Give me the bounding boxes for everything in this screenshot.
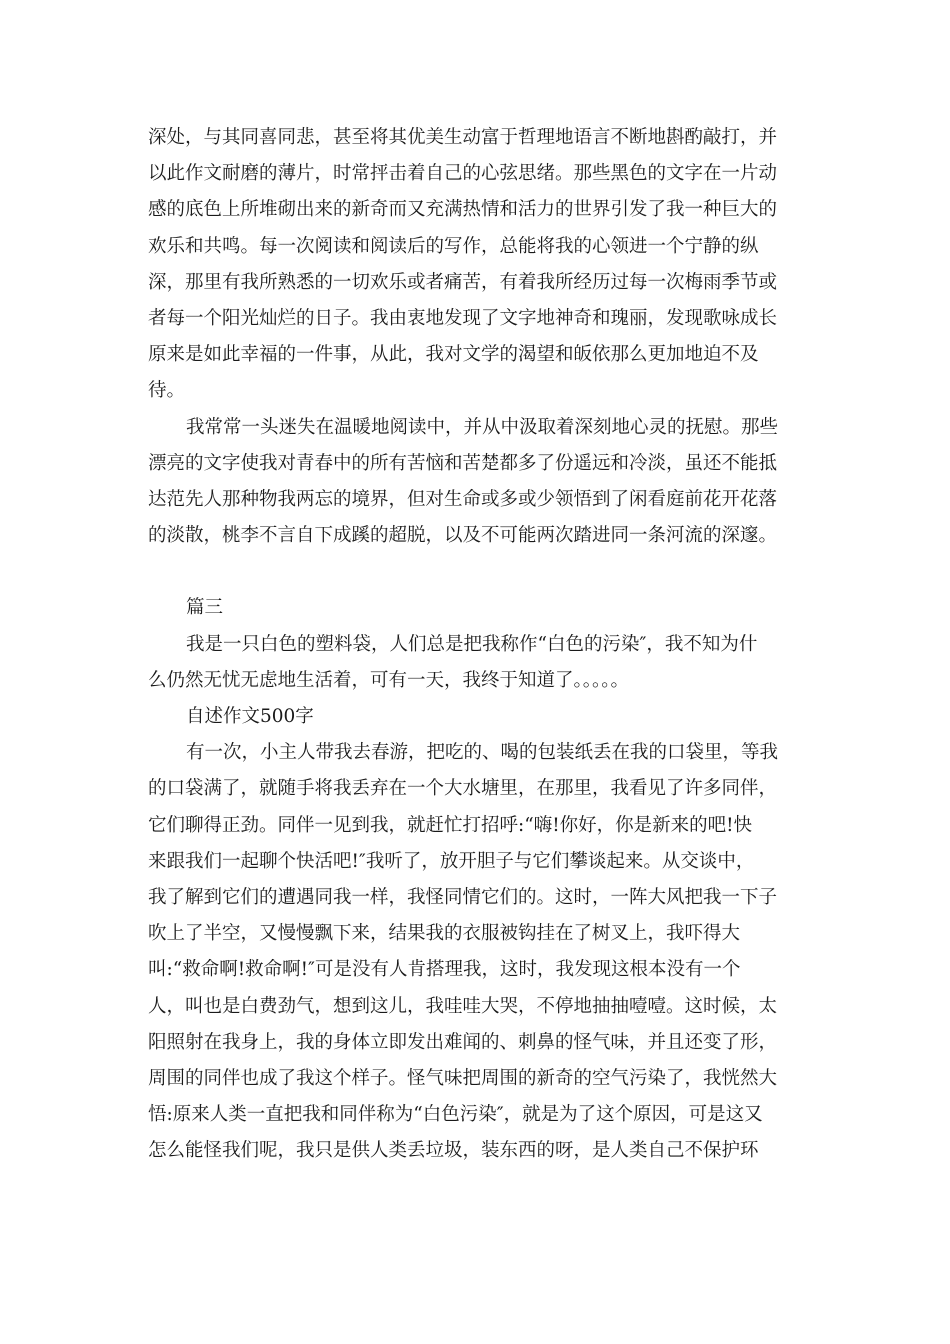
text-line: 深，那里有我所熟悉的一切欢乐或者痛苦，有着我所经历过每一次梅雨季节或 [148,271,778,293]
text-line: 待。 [148,380,186,402]
text-line: 来跟我们一起聊个快活吧!″我听了，放开胆子与它们攀谈起来。从交谈中， [148,850,755,872]
text-line: 有一次，小主人带我去春游，把吃的、喝的包装纸丢在我的口袋里，等我 [186,742,779,764]
paragraph-4 [148,735,804,1169]
text-line: 的口袋满了，就随手将我丢弃在一个大水塘里，在那里，我看见了许多同伴， [148,778,778,800]
text-line: 周围的同伴也成了我这个样子。怪气味把周围的新奇的空气污染了，我恍然大 [148,1067,778,1089]
text-line: 感的底色上所堆砌出来的新奇而又充满热情和活力的世界引发了我一种巨大的 [148,199,778,221]
text-line: 以此作文耐磨的薄片，时常抨击着自己的心弦思绪。那些黑色的文字在一片动 [148,163,778,185]
text-line: 么仍然无忧无虑地生活着，可有一天，我终于知道了。。。。。 [148,669,630,691]
text-line: 人，叫也是白费劲气，想到这儿，我哇哇大哭，不停地抽抽噎噎。这时候，太 [148,995,778,1017]
text-line: 吹上了半空，又慢慢飘下来，结果我的衣服被钩挂在了树叉上，我吓得大 [148,923,741,945]
text-line: 悟:原来人类一直把我和同伴称为“白色污染″，就是为了这个原因，可是这又 [148,1104,763,1126]
section-spacer [148,554,804,590]
text-line: 叫:“救命啊!救命啊!″可是没有人肯搭理我，这时，我发现这根本没有一个 [148,959,741,981]
text-line: 我是一只白色的塑料袋，人们总是把我称作“白色的污染″，我不知为什 [186,633,758,655]
text-line: 深处，与其同喜同悲，甚至将其优美生动富于哲理地语言不断地斟酌敲打，并 [148,127,778,148]
paragraph-1 [148,120,804,410]
text-line: 欢乐和共鸣。每一次阅读和阅读后的写作，总能将我的心领进一个宁静的纵 [148,235,759,257]
document-body [148,120,804,1169]
text-line: 漂亮的文字使我对青春中的所有苦恼和苦楚都多了份遥远和冷淡，虽还不能抵 [148,452,778,474]
text-line: 它们聊得正劲。同伴一见到我，就赶忙打招呼:“嗨!你好，你是新来的吧!快 [148,814,753,836]
text-line: 达范先人那种物我两忘的境界，但对生命或多或少领悟到了闲看庭前花开花落 [148,488,778,510]
text-line: 者每一个阳光灿烂的日子。我由衷地发现了文字地神奇和瑰丽，发现歌咏成长 [148,307,778,329]
text-line: 我了解到它们的遭遇同我一样，我怪同情它们的。这时，一阵大风把我一下子 [148,886,778,908]
text-line: 我常常一头迷失在温暖地阅读中，并从中汲取着深刻地心灵的抚慰。那些 [186,416,779,438]
text-line: 的淡散，桃李不言自下成蹊的超脱，以及不可能两次踏进同一条河流的深邃。 [148,525,778,547]
text-line: 怎么能怪我们呢，我只是供人类丢垃圾，装东西的呀，是人类自己不保护环 [148,1140,759,1162]
paragraph-3 [148,627,804,699]
paragraph-2 [148,410,804,555]
section-heading: 篇三 [186,597,224,619]
essay-subtitle: 自述作文500字 [186,706,314,727]
text-line: 原来是如此幸福的一件事，从此，我对文学的渴望和皈依那么更加地迫不及 [148,344,759,366]
text-line: 阳照射在我身上，我的身体立即发出难闻的、刺鼻的怪气味，并且还变了形， [148,1031,778,1053]
